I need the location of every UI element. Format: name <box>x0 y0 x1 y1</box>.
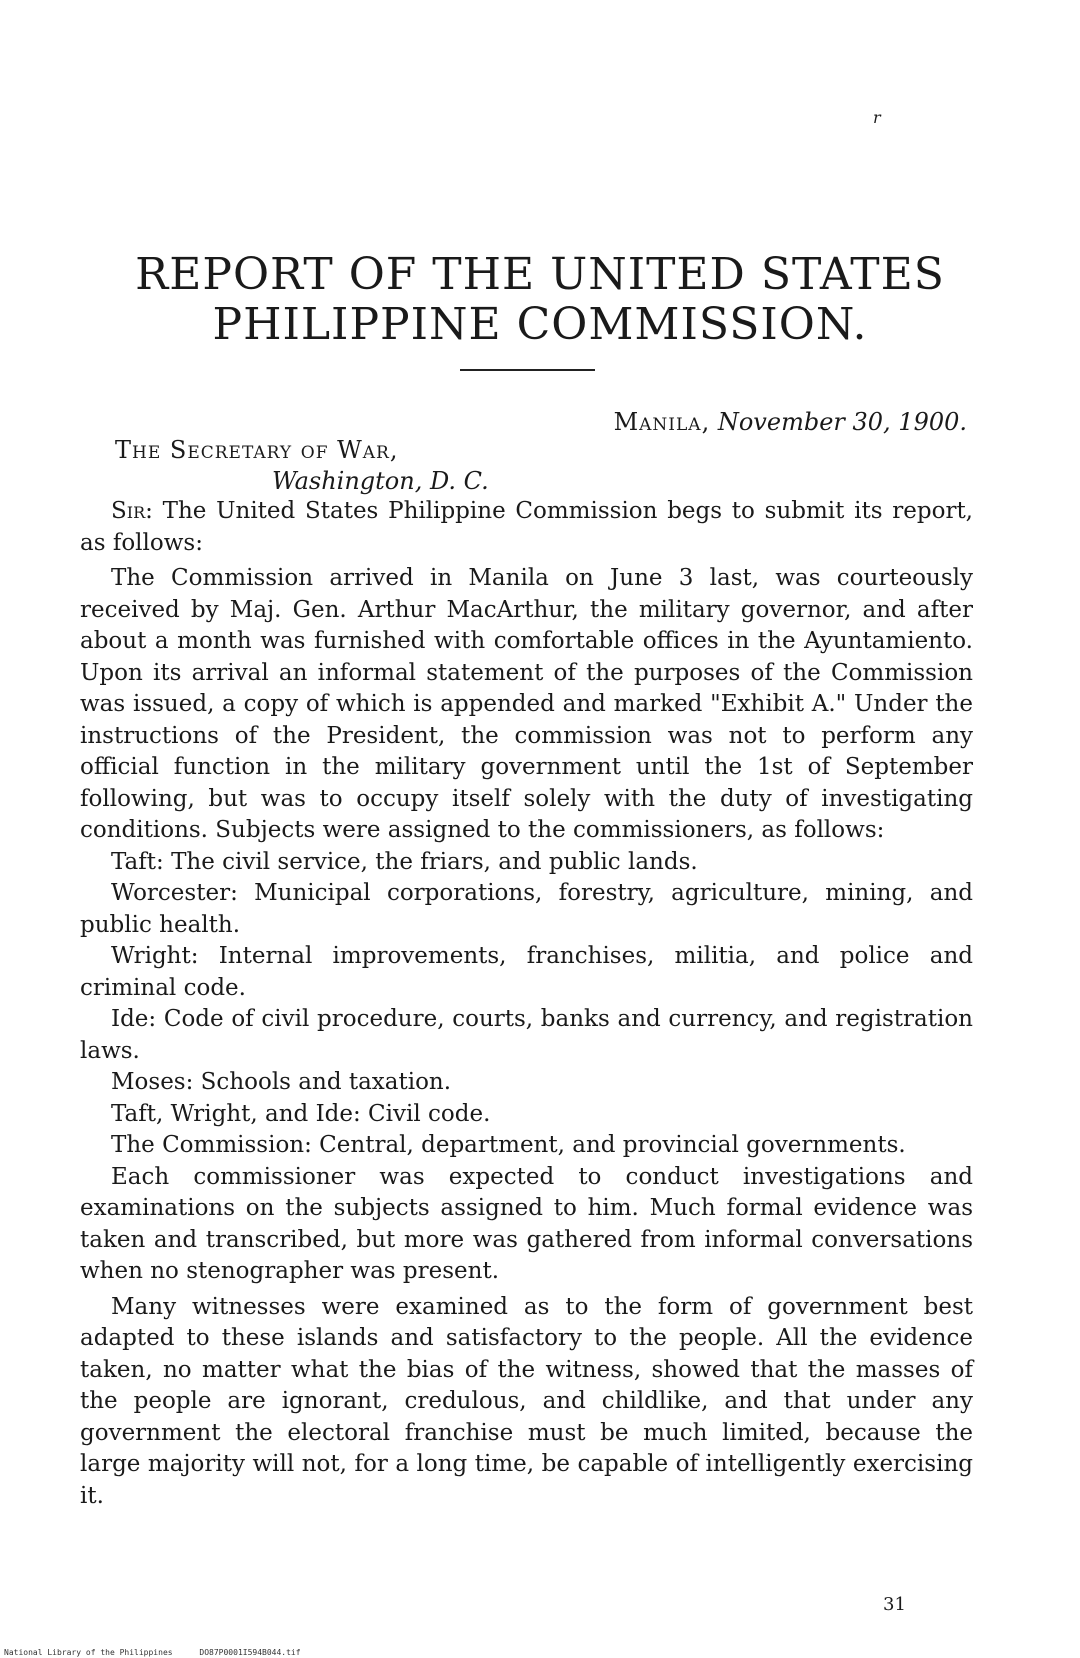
assignment-wright: Wright: Internal improvements, franchises, militia, and police and criminal code. <box>80 943 973 1001</box>
salutation: Sir: <box>111 498 153 524</box>
paragraph-text: The United States Philippine Commission begs to submit its report, as follows: <box>80 498 973 556</box>
footer-library: National Library of the Philippines <box>4 1648 173 1657</box>
assignment-moses: Moses: Schools and taxation. <box>111 1069 452 1095</box>
scan-footer <box>4 1648 323 1657</box>
paragraph: Each commissioner was expected to conduct investigations and examinations on the subjects assigned to him. Much formal evidence was taken and transcribed, but more was gathered from informal conversations when no stenographer was present. <box>80 1163 973 1284</box>
corner-mark: r <box>873 108 881 127</box>
report-body <box>80 496 973 1512</box>
assignment-joint: Taft, Wright, and Ide: Civil code. <box>111 1100 491 1127</box>
paragraph: The Commission arrived in Manila on June 3 last, was courteously received by Maj. Gen. Arthur MacArthur, the military governor, and after about a month was furnished with comfortable offices in the Ayuntamiento. Upon its arrival an informal statement of the purposes of the Commission was issued, a copy of which is appended and marked "Exhibit A." Under the instructions of the President, the commission was not to perform any official function in the military government until the 1st of September following, but was to occupy itself solely with the duty of investigating conditions. Subjects were assigned to the commissioners, as follows: <box>80 565 973 843</box>
title-line-1: REPORT OF THE UNITED STATES <box>135 249 945 300</box>
dateline-place: Manila, <box>613 408 711 436</box>
footer-file-id: DO87P0001I594B044.tif <box>199 1648 301 1657</box>
assignment-worcester: Worcester: Municipal corporations, forestry, agriculture, mining, and public health. <box>80 880 973 938</box>
dateline <box>614 408 967 436</box>
assignment-commission: The Commission: Central, department, and provincial governments. <box>111 1132 906 1158</box>
paragraph-intro <box>80 496 973 559</box>
assignment-ide: Ide: Code of civil procedure, courts, banks and currency, and registration laws. <box>80 1006 973 1064</box>
title-line-2: PHILIPPINE COMMISSION. <box>212 299 868 350</box>
addressee-location: Washington, D. C. <box>272 467 489 495</box>
addressee-title: The Secretary of War, <box>115 436 399 464</box>
title-divider <box>460 369 595 371</box>
page-number: 31 <box>883 1594 906 1615</box>
report-title <box>80 250 1000 350</box>
assignment-taft: Taft: The civil service, the friars, and public lands. <box>111 848 698 875</box>
dateline-date: November 30, 1900. <box>717 408 967 436</box>
paragraph: Many witnesses were examined as to the form of government best adapted to these islands and satisfactory to the people. All the evidence taken, no matter what the bias of the witness, showed that the masses of the people are ignorant, credulous, and childlike, and that under any government the electoral franchise must be much limited, because the large majority will not, for a long time, be capable of intelligently exercising it. <box>80 1293 973 1509</box>
